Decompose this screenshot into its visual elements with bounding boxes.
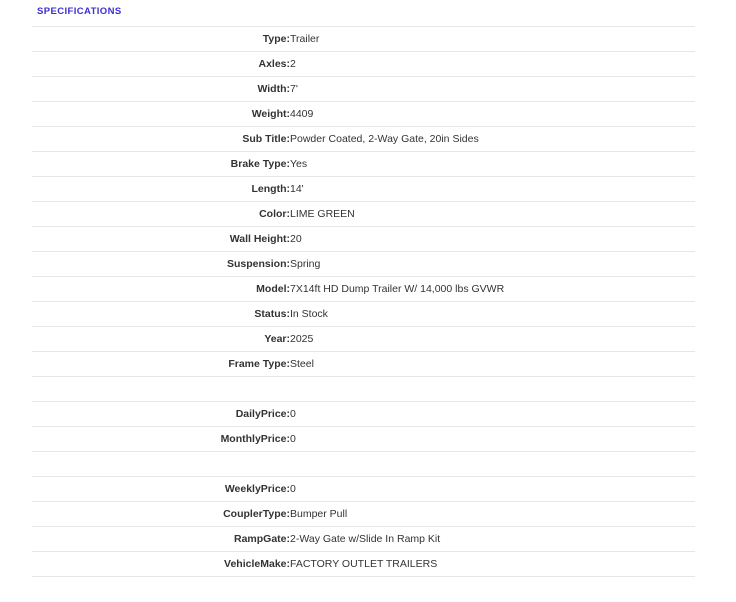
table-row (32, 27, 695, 52)
table-row (32, 552, 695, 577)
spec-value: 0 (290, 402, 695, 427)
table-row (32, 227, 695, 252)
spec-value: 2-Way Gate w/Slide In Ramp Kit (290, 527, 695, 552)
spec-value (290, 377, 695, 402)
table-row (32, 77, 695, 102)
spec-value (290, 577, 695, 602)
spec-value: 7X14ft HD Dump Trailer W/ 14,000 lbs GVWR (290, 277, 695, 302)
spec-value: 20 (290, 227, 695, 252)
table-row (32, 502, 695, 527)
spec-label: DailyPrice: (32, 402, 290, 427)
spec-value: 0 (290, 477, 695, 502)
spec-value: Spring (290, 252, 695, 277)
table-row (32, 352, 695, 377)
spec-label: MonthlyPrice: (32, 427, 290, 452)
spec-value: 7' (290, 77, 695, 102)
spec-value: 2 (290, 52, 695, 77)
spec-value: 2025 (290, 327, 695, 352)
spec-label: VehicleMake: (32, 552, 290, 577)
spec-label: WeeklyPrice: (32, 477, 290, 502)
spec-label: Color: (32, 202, 290, 227)
spec-label: Year: (32, 327, 290, 352)
table-row (32, 277, 695, 302)
spec-label: Axles: (32, 52, 290, 77)
table-row (32, 477, 695, 502)
spec-value: Trailer (290, 27, 695, 52)
spec-value: 14' (290, 177, 695, 202)
table-row (32, 402, 695, 427)
spec-label: Weight: (32, 102, 290, 127)
table-row (32, 302, 695, 327)
table-row (32, 152, 695, 177)
spec-label: Sub Title: (32, 127, 290, 152)
spec-label (32, 452, 290, 477)
spec-label: Length: (32, 177, 290, 202)
spec-value: LIME GREEN (290, 202, 695, 227)
spec-label: Suspension: (32, 252, 290, 277)
spec-label: CouplerType: (32, 502, 290, 527)
spec-label: Frame Type: (32, 352, 290, 377)
table-row (32, 527, 695, 552)
spec-value: Powder Coated, 2-Way Gate, 20in Sides (290, 127, 695, 152)
spec-label: Model: (32, 277, 290, 302)
spec-label (32, 577, 290, 602)
table-row-spacer (32, 377, 695, 402)
table-row (32, 327, 695, 352)
table-row (32, 177, 695, 202)
spec-label: Brake Type: (32, 152, 290, 177)
spec-value: Steel (290, 352, 695, 377)
spec-value (290, 452, 695, 477)
spec-value: In Stock (290, 302, 695, 327)
table-row (32, 127, 695, 152)
spec-label (32, 377, 290, 402)
spec-label: RampGate: (32, 527, 290, 552)
table-row (32, 427, 695, 452)
table-row-spacer (32, 452, 695, 477)
table-row (32, 202, 695, 227)
specifications-table-body (32, 27, 695, 602)
spec-value: FACTORY OUTLET TRAILERS (290, 552, 695, 577)
spec-label: Wall Height: (32, 227, 290, 252)
table-row (32, 102, 695, 127)
specifications-table (32, 26, 695, 602)
spec-value: 4409 (290, 102, 695, 127)
spec-label: Status: (32, 302, 290, 327)
specifications-panel (32, 0, 695, 602)
spec-value: 0 (290, 427, 695, 452)
table-row-spacer (32, 577, 695, 602)
spec-value: Yes (290, 152, 695, 177)
spec-value: Bumper Pull (290, 502, 695, 527)
spec-label: Width: (32, 77, 290, 102)
table-row (32, 52, 695, 77)
table-row (32, 252, 695, 277)
specifications-heading: SPECIFICATIONS (37, 6, 122, 17)
spec-label: Type: (32, 27, 290, 52)
